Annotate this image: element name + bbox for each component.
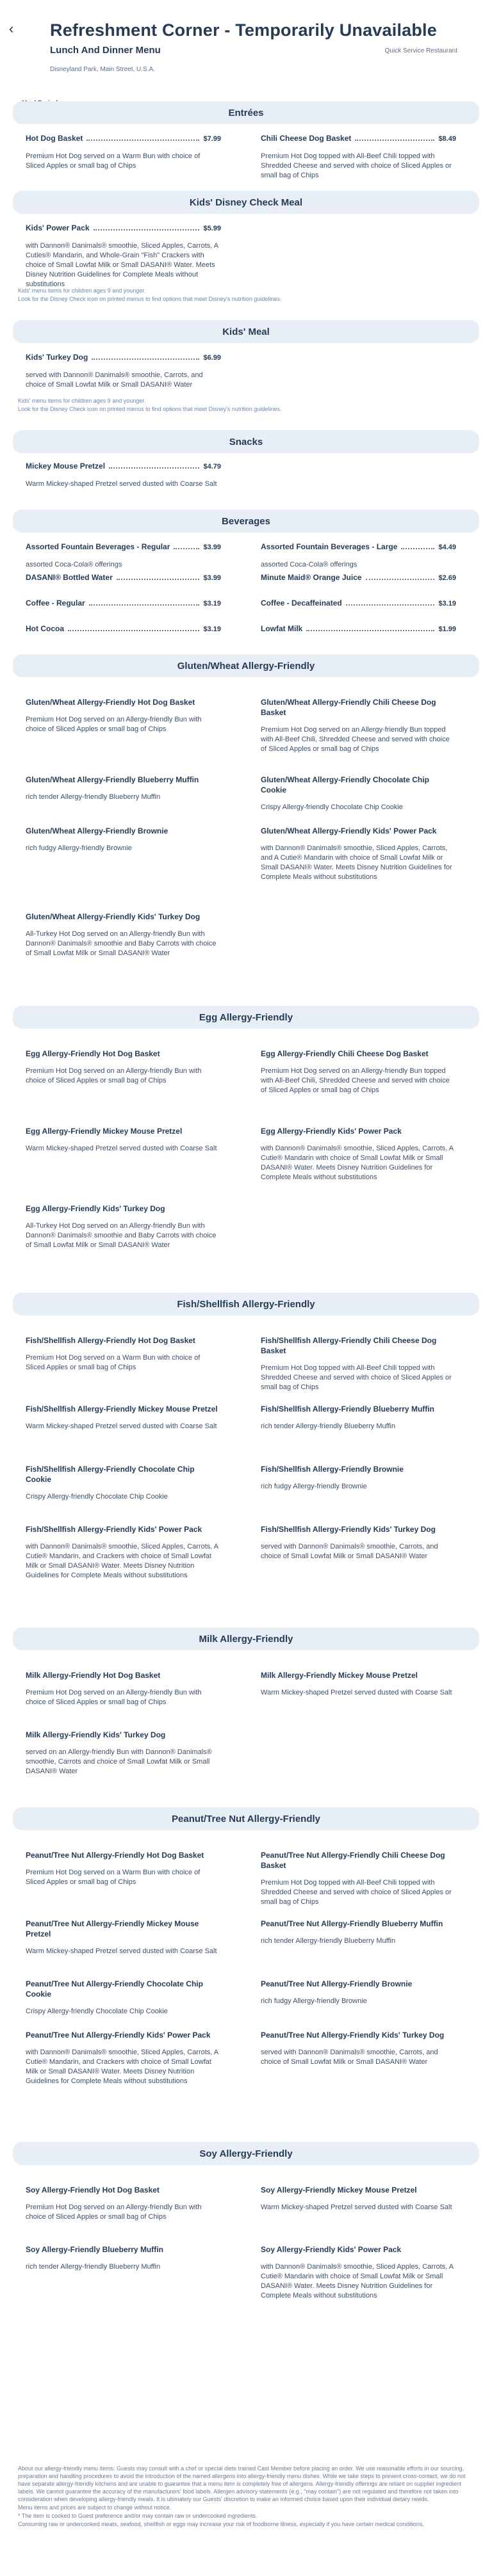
menu-item-description: Premium Hot Dog served on a Warm Bun with choice of Sliced Apples or small bag of Chips [26,152,201,170]
menu-item-name: Peanut/Tree Nut Allergy-Friendly Chocolate Chip Cookie [26,1979,203,1999]
section-header [13,430,479,453]
menu-item-name-row [261,624,456,634]
menu-item-price: $6.99 [203,354,221,362]
menu-item[interactable] [26,1919,221,1956]
menu-item-description: with Dannon® Danimals® smoothie, Sliced Apples, Carrots, A Cutie® Mandarin with choice of Small Lowfat Milk or Small DASANI® Water. Meets Disney Nutrition Guidelines for Complete Meals without substitutions [261,2263,454,2299]
menu-item-name-row [26,1126,221,1136]
footer-line: Consuming raw or undercooked meats, seafood, shellfish or eggs may increase your risk of foodborne illness, especially if you have certain medical conditions. [18,2521,424,2527]
menu-item-name-row [26,697,221,707]
back-chevron-icon[interactable]: ‹ [9,20,14,36]
menu-item-name-row [261,1670,456,1680]
section-title: Fish/Shellfish Allergy-Friendly [177,1298,315,1310]
menu-item[interactable] [261,1670,456,1698]
menu-item-description: Premium Hot Dog served on a Warm Bun with choice of Sliced Apples or small bag of Chips [26,1354,201,1371]
menu-item-description: with Dannon® Danimals® smoothie, Sliced Apples, Carrots, A Cutie® Mandarin with choice of Small Lowfat Milk or Small DASANI® Water. Meets Disney Nutrition Guidelines for Complete Meals without substitutions [261,1145,454,1181]
menu-item-name-row [26,1049,221,1059]
dot-leader [174,548,199,549]
menu-item-name-row [261,542,456,552]
menu-item[interactable] [26,1126,221,1154]
menu-item-name: Milk Allergy-Friendly Kids' Turkey Dog [26,1730,166,1739]
dot-leader [86,140,199,141]
menu-item-description: rich fudgy Allergy-friendly Brownie [261,1483,367,1490]
footer-disclaimer [18,2465,474,2529]
menu-item-name-row [26,542,221,552]
menu-item-description: with Dannon® Danimals® smoothie, Sliced Apples, Carrots, A Cutie® Mandarin, and Crackers with choice of Small Lowfat Milk or Small DASANI® Water. Meets Disney Nutrition Guidelines for Complete Meals without substitutions [26,1543,218,1579]
menu-item-description: rich tender Allergy-friendly Blueberry Muffin [26,2263,161,2271]
service-type: Quick Service Restaurant [384,47,457,54]
menu-item-name: Gluten/Wheat Allergy-Friendly Blueberry Muffin [26,775,199,784]
menu-item-name-row [26,1524,221,1534]
menu-item-description: with Dannon® Danimals® smoothie, Sliced Apples, Carrots, A Cuties® Mandarin, and Whole-Grain "Fish" Crackers with choice of Small Lowfat Milk or Small DASANI® Water. Meets Disney Nutrition Guidelines for Complete Meals without substitutions [26,242,218,288]
menu-item-name: Gluten/Wheat Allergy-Friendly Kids' Turkey Dog [26,912,201,921]
menu-item-name-row [26,1335,221,1346]
menu-item-name-row [261,572,456,583]
menu-item-price: $4.49 [438,543,456,551]
menu-item-name: Soy Allergy-Friendly Blueberry Muffin [26,2245,163,2254]
section-header [13,510,479,533]
section-note: Look for the Disney Check icon on printed menus to find options that meet Disney's nutrition guidelines. [18,406,282,412]
menu-item-name-row [26,1670,221,1680]
menu-item-description: Warm Mickey-shaped Pretzel served dusted with Coarse Salt [26,1422,217,1430]
menu-item-price: $7.99 [203,135,221,143]
menu-item[interactable] [26,2185,221,2222]
menu-item[interactable] [261,697,456,754]
menu-item-name-row [26,1464,221,1485]
menu-item-description: served with Dannon® Danimals® smoothie, Carrots, and choice of Small Lowfat Milk or Small DASANI® Water [26,371,203,389]
menu-item-description: rich tender Allergy-friendly Blueberry Muffin [26,793,161,801]
menu-item-name: Peanut/Tree Nut Allergy-Friendly Blueberry Muffin [261,1919,443,1928]
menu-item-name: Egg Allergy-Friendly Hot Dog Basket [26,1049,160,1058]
section-header [13,1292,479,1316]
menu-item-name: Assorted Fountain Beverages - Regular [26,542,170,551]
menu-item-name: Milk Allergy-Friendly Hot Dog Basket [26,1671,161,1680]
menu-item-name-row [261,1126,456,1136]
dot-leader [92,358,199,360]
menu-item-name-row [26,1850,221,1860]
menu-item-name-row [261,598,456,609]
menu-item-name-row [26,572,221,583]
menu-item-name-row [261,1049,456,1059]
dot-leader [306,630,434,631]
menu-item-name-row [26,775,221,785]
menu-item-price: $3.19 [438,600,456,608]
menu-item[interactable] [261,572,456,583]
page-title: Refreshment Corner - Temporarily Unavailable [50,20,437,40]
menu-item-description: All-Turkey Hot Dog served on an Allergy-friendly Bun with Dannon® Danimals® smoothie and Baby Carrots with choice of Small Lowfat Milk or Small DASANI® Water [26,1222,217,1249]
menu-item[interactable] [261,624,456,634]
menu-item-name-row [261,1850,456,1871]
menu-item[interactable] [26,1404,221,1431]
menu-item[interactable] [261,1850,456,1907]
menu-item-price: $3.19 [203,600,221,608]
menu-item-description: Premium Hot Dog served on an Allergy-friendly Bun with choice of Sliced Apples or small bag of Chips [26,1067,202,1084]
dot-leader [109,467,199,469]
menu-item-name: Lowfat Milk [261,624,303,633]
menu-item-name-row [261,1335,456,1356]
menu-item-name-row [26,352,221,363]
menu-item-description: Warm Mickey-shaped Pretzel served dusted with Coarse Salt [26,480,217,488]
menu-item-price: $3.99 [203,543,221,551]
dot-leader [117,579,200,580]
menu-item-name: Fish/Shellfish Allergy-Friendly Kids' Power Pack [26,1525,202,1534]
menu-item-name-row [261,2030,456,2040]
menu-item[interactable] [261,1524,456,1561]
menu-item-description: All-Turkey Hot Dog served on an Allergy-friendly Bun with Dannon® Danimals® smoothie and Baby Carrots with choice of Small Lowfat Milk or Small DASANI® Water [26,930,217,957]
menu-item-name-row [261,2185,456,2195]
section-title: Soy Allergy-Friendly [199,2148,293,2159]
footer-line: Menu items and prices are subject to change without notice. [18,2504,172,2511]
section-title: Kids' Meal [222,326,270,337]
section-notes [18,397,281,414]
menu-item-name-row [261,1979,456,1989]
menu-item-description: Premium Hot Dog topped with All-Beef Chili topped with Shredded Cheese and served with choice of Sliced Apples or small bag of Chips [261,1879,452,1906]
menu-item[interactable] [261,1464,456,1492]
menu-item-description: with Dannon® Danimals® smoothie, Sliced Apples, Carrots, and A Cutie® Mandarin with choice of Small Lowfat Milk or Small DASANI® Water. Meets Disney Nutrition Guidelines for Complete Meals without substitutions [261,844,452,881]
menu-item-name-row [261,1404,456,1414]
menu-item-name: Hot Dog Basket [26,134,83,143]
menu-item[interactable] [26,1730,221,1776]
menu-item-description: Premium Hot Dog served on an Allergy-friendly Bun with choice of Sliced Apples or small bag of Chips [26,2203,202,2221]
menu-item-name: Peanut/Tree Nut Allergy-Friendly Chili Cheese Dog Basket [261,1851,445,1870]
menu-item-name-row [26,912,221,922]
menu-item-name-row [261,2244,456,2255]
menu-item[interactable] [26,598,221,609]
section-title: Peanut/Tree Nut Allergy-Friendly [172,1813,320,1824]
menu-item[interactable] [261,1049,456,1095]
menu-item-name: Assorted Fountain Beverages - Large [261,542,398,551]
menu-item[interactable] [26,1670,221,1707]
menu-item[interactable] [26,2030,221,2086]
menu-item-price: $1.99 [438,625,456,633]
menu-item-name: Egg Allergy-Friendly Kids' Power Pack [261,1127,402,1136]
menu-item[interactable] [26,2244,221,2272]
menu-item-name-row [26,133,221,144]
menu-item[interactable] [26,1524,221,1581]
menu-item-name: Peanut/Tree Nut Allergy-Friendly Kids' Power Pack [26,2031,211,2040]
menu-item-name: Fish/Shellfish Allergy-Friendly Blueberry Muffin [261,1405,434,1413]
menu-item-price: $4.79 [203,463,221,471]
menu-item-price: $3.99 [203,574,221,582]
menu-item-name: Peanut/Tree Nut Allergy-Friendly Kids' Turkey Dog [261,2031,445,2040]
menu-item-name: Minute Maid® Orange Juice [261,573,362,582]
menu-item[interactable] [261,1919,456,1946]
dot-leader [68,630,199,631]
menu-item[interactable] [261,2030,456,2067]
menu-item[interactable] [261,2244,456,2301]
menu-item-name-row [26,223,221,234]
menu-item[interactable] [26,1203,221,1250]
menu-item-name-row [26,2185,221,2195]
section-note: Kids' menu items for children ages 9 and younger. [18,398,146,404]
menu-item[interactable] [26,542,221,570]
menu-item-name: Gluten/Wheat Allergy-Friendly Hot Dog Basket [26,698,195,707]
menu-item-description: Warm Mickey-shaped Pretzel served dusted with Coarse Salt [261,1689,452,1696]
menu-item[interactable] [26,1335,221,1373]
section-title: Beverages [222,515,270,527]
menu-item-description: Premium Hot Dog served on an Allergy-friendly Bun topped with All-Beef Chili, Shredded Cheese and served with choice of Sliced Apples or small bag of Chips [261,1067,450,1094]
section-header [13,320,479,343]
menu-item[interactable] [26,697,221,734]
dot-leader [89,604,200,606]
menu-item-description: rich fudgy Allergy-friendly Brownie [26,844,132,852]
menu-item-name-row [261,697,456,718]
menu-item-description: rich tender Allergy-friendly Blueberry Muffin [261,1422,396,1430]
menu-item[interactable] [26,1049,221,1086]
footer-line: About our allergy-friendly menu items: Guests may consult with a chef or special diets trained Cast Member before placing an order. We use reasonable efforts in our sourcing, preparation and handling procedures to avoid the introduction of the named allergens into allergy-friendly menu dishes. While we take steps to prevent cross-contact, we do not have separate allergy-friendly kitchens and are unable to guarantee that a menu item is completely free of allergens. Allergy-friendly offerings are reliant on supplier ingredient labels. We cannot guarantee the accuracy of the manufacturers' food labels. Allergen advisory statements (e.g., "may contain") are not regulated and therefore not taken into consideration when developing allergy-friendly meals. It is ultimately our Guests' discretion to make an informed choice based upon their individual dietary needs. [18,2465,466,2502]
menu-item-price: $3.19 [203,625,221,633]
section-title: Egg Allergy-Friendly [199,1011,293,1023]
menu-item-name: Kids' Turkey Dog [26,353,88,362]
menu-item[interactable] [26,826,221,853]
footer-line: * The item is cooked to Guest preference and/or may contain raw or undercooked ingredients. [18,2513,258,2519]
menu-item-description: assorted Coca-Cola® offerings [261,561,357,568]
menu-item-name-row [26,1404,221,1414]
menu-item-name: Kids' Power Pack [26,223,90,232]
section-note: Look for the Disney Check icon on printed menus to find options that meet Disney's nutrition guidelines. [18,296,282,302]
menu-item-name-row [26,826,221,836]
menu-item-name-row [261,1464,456,1474]
location-text: Disneyland Park, Main Street, U.S.A. [50,66,155,73]
menu-item-description: Premium Hot Dog served on an Allergy-friendly Bun with choice of Sliced Apples or small bag of Chips [26,716,202,733]
menu-item[interactable] [261,1335,456,1392]
menu-item-name: Fish/Shellfish Allergy-Friendly Hot Dog Basket [26,1336,195,1345]
menu-item[interactable] [261,1404,456,1431]
menu-item-name: Fish/Shellfish Allergy-Friendly Chili Cheese Dog Basket [261,1336,437,1355]
menu-item[interactable] [26,624,221,634]
menu-item-name: Soy Allergy-Friendly Hot Dog Basket [26,2186,160,2194]
menu-item-name-row [26,1979,221,1999]
menu-item-name: Peanut/Tree Nut Allergy-Friendly Hot Dog Basket [26,1851,204,1860]
menu-item[interactable] [26,775,221,802]
menu-item[interactable] [261,2185,456,2212]
menu-item-name: Peanut/Tree Nut Allergy-Friendly Brownie [261,1979,413,1988]
section-header [13,1807,479,1830]
menu-item-name-row [261,133,456,144]
dot-leader [346,604,435,606]
dot-leader [366,579,435,580]
menu-item-name: Milk Allergy-Friendly Mickey Mouse Pretzel [261,1671,418,1680]
section-notes [18,287,281,303]
menu-item-description: Premium Hot Dog topped with All-Beef Chili topped with Shredded Cheese and served with choice of Sliced Apples or small bag of Chips [261,152,452,179]
menu-item[interactable] [261,598,456,609]
menu-item[interactable] [26,223,221,289]
menu-item-name: Fish/Shellfish Allergy-Friendly Chocolate Chip Cookie [26,1465,195,1484]
menu-item-name: Egg Allergy-Friendly Chili Cheese Dog Basket [261,1049,429,1058]
menu-item-name: Gluten/Wheat Allergy-Friendly Chocolate Chip Cookie [261,775,429,794]
section-title: Milk Allergy-Friendly [199,1633,293,1645]
menu-item[interactable] [26,1464,221,1502]
menu-item-description: Warm Mickey-shaped Pretzel served dusted with Coarse Salt [26,1145,217,1152]
menu-item-name-row [26,1203,221,1214]
menu-item-name: Soy Allergy-Friendly Kids' Power Pack [261,2245,402,2254]
dot-leader [94,229,200,230]
menu-item-price: $2.69 [438,574,456,582]
menu-item[interactable] [26,572,221,583]
menu-item-description: rich tender Allergy-friendly Blueberry Muffin [261,1937,396,1945]
menu-item-description: served with Dannon® Danimals® smoothie, Carrots, and choice of Small Lowfat Milk or Small DASANI® Water [261,2049,438,2066]
menu-item-description: rich fudgy Allergy-friendly Brownie [261,1997,367,2005]
section-title: Gluten/Wheat Allergy-Friendly [177,660,315,672]
menu-item-name: Egg Allergy-Friendly Mickey Mouse Pretzel [26,1127,183,1136]
menu-item-name: Chili Cheese Dog Basket [261,134,352,143]
menu-item-description: with Dannon® Danimals® smoothie, Sliced Apples, Carrots, A Cutie® Mandarin, and Crackers with choice of Small Lowfat Milk or Small DASANI® Water. Meets Disney Nutrition Guidelines for Complete Meals without substitutions [26,2049,218,2085]
section-header [13,191,479,214]
menu-item-description: Premium Hot Dog topped with All-Beef Chili topped with Shredded Cheese and served with choice of Sliced Apples or small bag of Chips [261,1364,452,1391]
menu-item-name-row [26,461,221,472]
menu-item-name: Peanut/Tree Nut Allergy-Friendly Mickey Mouse Pretzel [26,1919,199,1938]
menu-item-description: Premium Hot Dog served on an Allergy-friendly Bun with choice of Sliced Apples or small bag of Chips [26,1689,202,1706]
menu-item-description: served with Dannon® Danimals® smoothie, Carrots, and choice of Small Lowfat Milk or Small DASANI® Water [261,1543,438,1560]
menu-item-name: Hot Cocoa [26,624,64,633]
section-note: Kids' menu items for children ages 9 and younger. [18,287,146,294]
menu-item-name: Coffee - Decaffeinated [261,599,342,608]
section-header [13,1006,479,1029]
section-title: Kids' Disney Check Meal [189,197,303,208]
menu-item-name-row [26,624,221,634]
section-title: Snacks [229,436,263,447]
dot-leader [401,548,434,549]
menu-item-name: Fish/Shellfish Allergy-Friendly Mickey Mouse Pretzel [26,1405,218,1413]
menu-item-name: Egg Allergy-Friendly Kids' Turkey Dog [26,1204,165,1213]
menu-item[interactable] [261,1126,456,1182]
menu-item-name-row [261,826,456,836]
menu-item-description: Crispy Allergy-friendly Chocolate Chip Cookie [26,1493,168,1501]
menu-item-name-row [261,775,456,795]
section-header [13,101,479,124]
menu-item-name-row [26,1730,221,1740]
menu-item-name-row [261,1919,456,1929]
menu-item[interactable] [26,461,221,489]
menu-item-name-row [26,598,221,609]
menu-item-description: Warm Mickey-shaped Pretzel served dusted with Coarse Salt [261,2203,452,2211]
menu-item-description: Premium Hot Dog served on an Allergy-friendly Bun topped with All-Beef Chili, Shredded Cheese and served with choice of Sliced Apples or small bag of Chips [261,726,450,753]
menu-item-name: Mickey Mouse Pretzel [26,462,106,471]
menu-item-name: Fish/Shellfish Allergy-Friendly Kids' Turkey Dog [261,1525,436,1534]
menu-item-name: Soy Allergy-Friendly Mickey Mouse Pretzel [261,2186,417,2194]
menu-item-name: Coffee - Regular [26,599,85,608]
menu-item[interactable] [26,1850,221,1887]
menu-subtitle: Lunch And Dinner Menu [50,45,161,56]
dot-leader [355,140,434,141]
menu-item-name: Gluten/Wheat Allergy-Friendly Kids' Power Pack [261,826,437,835]
section-header [13,1627,479,1650]
menu-item-name-row [26,2244,221,2255]
menu-item-name-row [261,1524,456,1534]
section-header [13,654,479,677]
header [0,0,492,78]
menu-item-name: Fish/Shellfish Allergy-Friendly Brownie [261,1465,404,1474]
section-title: Entrées [228,107,264,118]
menu-item-price: $8.49 [438,135,456,143]
menu-item[interactable] [261,133,456,181]
menu-item[interactable] [261,775,456,812]
menu-item[interactable] [261,1979,456,2006]
menu-item[interactable] [26,1979,221,2017]
menu-item-description: served on an Allergy-friendly Bun with Dannon® Danimals® smoothie, Carrots and choice of Small Lowfat Milk or Small DASANI® Water [26,1748,212,1775]
menu-item-description: assorted Coca-Cola® offerings [26,561,122,568]
menu-item[interactable] [26,133,221,171]
menu-item-name-row [26,1919,221,1939]
menu-item[interactable] [261,826,456,882]
menu-item-description: Crispy Allergy-friendly Chocolate Chip Cookie [26,2008,168,2015]
menu-item-description: Crispy Allergy-friendly Chocolate Chip Cookie [261,803,403,811]
menu-item[interactable] [261,542,456,570]
section-header [13,2142,479,2165]
menu-item-description: Premium Hot Dog served on a Warm Bun with choice of Sliced Apples or small bag of Chips [26,1869,201,1886]
menu-item-description: Warm Mickey-shaped Pretzel served dusted with Coarse Salt [26,1947,217,1955]
menu-item-name: Gluten/Wheat Allergy-Friendly Brownie [26,826,168,835]
menu-item[interactable] [26,352,221,390]
menu-item-name-row [26,2030,221,2040]
menu-item-price: $5.99 [203,225,221,232]
menu-item-name: DASANI® Bottled Water [26,573,113,582]
menu-item-name: Gluten/Wheat Allergy-Friendly Chili Cheese Dog Basket [261,698,436,717]
menu-item[interactable] [26,912,221,958]
